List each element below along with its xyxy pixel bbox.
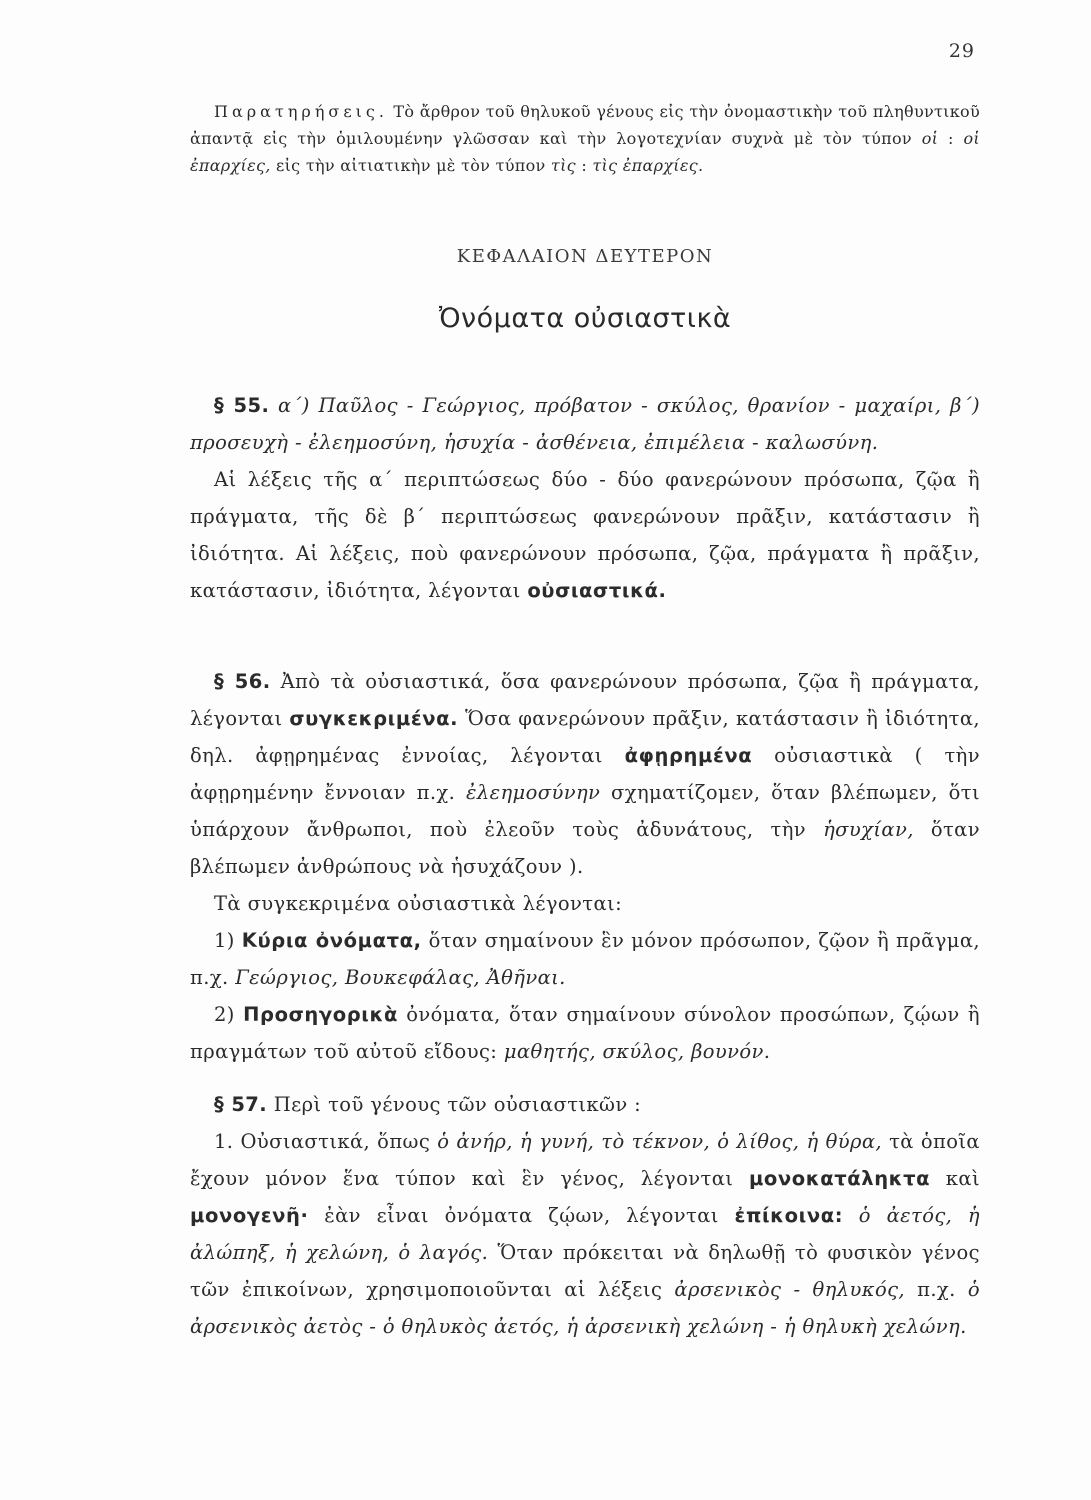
page-number: 29 [948, 40, 975, 62]
section-55-examples: α΄) Παῦλος - Γεώργιος, πρόβατον - σκύλος, θρανίον - μαχαίρι, β΄) προσευχὴ - ἐλεημοσύνη, ἡσυχία - ἀσθένεια, ἐπιμέλεια - καλωσύνη. [190, 394, 980, 454]
note-italic-2: οἱ ἐπαρχίες, [190, 129, 980, 175]
note-text-2: : [948, 129, 954, 148]
note-italic-3: τὶς [550, 156, 576, 175]
section-56-term-2: ἀφῃρημένα [624, 744, 753, 767]
section-56 [190, 663, 980, 1070]
section-56-text-2: Ὅσα φανερώνουν πρᾶξιν, κατάστασιν ἢ ἰδιότητα, δηλ. ἀφῃρημένας ἐννοίας, λέγονται [190, 707, 980, 767]
section-57-intro: Περὶ τοῦ γένους τῶν οὐσιαστικῶν : [273, 1093, 642, 1116]
note-italic-1: οἱ [921, 129, 939, 148]
item-1-term: Κύρια ὀνόματα, [241, 929, 422, 952]
section-57-term-2: μονογενῆ· [190, 1204, 309, 1227]
section-56-number: § 56. [214, 670, 271, 693]
list-item [190, 996, 980, 1070]
note-text-4: : [581, 156, 588, 175]
section-57-text-5: Ὅταν πρόκειται νὰ δηλωθῇ τὸ φυσικὸν γένος τῶν ἐπικοίνων, χρησιμοποιοῦνται αἱ λέξεις [190, 1241, 980, 1301]
observations-note [190, 98, 980, 179]
section-57-italic-4: ὁ ἀρσενικὸς ἀετὸς - ὁ θηλυκὸς ἀετός, ἡ ἀρσενικὴ χελώνη - ἡ θηλυκὴ χελώνη. [190, 1278, 980, 1338]
section-57-text-4: ἐὰν εἶναι ὀνόματα ζῴων, λέγονται [324, 1204, 719, 1227]
item-1-examples: Γεώργιος, Βουκεφάλας, Ἀθῆναι. [235, 966, 566, 989]
item-2-number: 2) [214, 1003, 235, 1026]
section-57-number: § 57. [214, 1093, 268, 1116]
chapter-heading: ΚΕΦΑΛΑΙΟΝ ΔΕΥΤΕΡΟΝ [456, 246, 714, 267]
section-57-italic-2: ὁ ἀετός, ἡ ἀλώπηξ, ἡ χελώνη, ὁ λαγός. [190, 1204, 980, 1264]
section-56-term-1: συγκεκριμένα. [289, 707, 459, 730]
section-56-text-5: ὅταν βλέπωμεν ἀνθρώπους νὰ ἡσυχάζουν ). [190, 818, 980, 878]
section-56-paragraph-2: Τὰ συγκεκριμένα οὐσιαστικὰ λέγονται: [214, 892, 623, 915]
section-55-paragraph: Αἱ λέξεις τῆς α΄ περιπτώσεως δύο - δύο φανερώνουν πρόσωπα, ζῷα ἢ πράγματα, τῆς δὲ β΄ περιπτώσεως φανερώνουν πρᾶξιν, κατάστασιν ἢ ἰδιότητα. Αἱ λέξεις, ποὺ φανερώνουν πρόσωπα, ζῷα, πράγματα ἢ πρᾶξιν, κατάστασιν, ἰδιότητα, λέγονται [190, 468, 980, 602]
item-2-term: Προσηγορικὰ [243, 1003, 398, 1026]
section-57 [190, 1086, 980, 1345]
section-57-text-1: Οὐσιαστικά, ὅπως [240, 1130, 431, 1153]
section-57-text-6: π.χ. [917, 1278, 956, 1301]
section-55-number: § 55. [214, 394, 270, 417]
chapter-title: Ὀνόματα οὐσιαστικὰ [438, 303, 732, 334]
item-2-text: ὀνόματα, ὅταν σημαίνουν σύνολον προσώπων, ζῴων ἢ πραγμάτων τοῦ αὐτοῦ εἴδους: [190, 1003, 980, 1063]
section-57-item-number: 1. [214, 1130, 234, 1153]
section-56-text-1: Ἀπὸ τὰ οὐσιαστικά, ὅσα φανερώνουν πρόσωπα, ζῷα ἢ πράγματα, λέγονται [190, 670, 980, 730]
observations-label: Παρατηρήσεις. [214, 102, 388, 121]
section-57-term-3: ἐπίκοινα: [734, 1204, 844, 1227]
section-56-italic-2: ἡσυχίαν, [823, 818, 914, 841]
note-text-1: Τὸ ἄρθρον τοῦ θηλυκοῦ γένους εἰς τὴν ὀνομαστικὴν τοῦ πληθυντικοῦ ἀπαντᾷ εἰς τὴν ὁμιλουμένην γλῶσσαν καὶ τὴν λογοτεχνίαν συχνὰ μὲ τὸν τύπον [190, 102, 980, 148]
section-55-term: οὐσιαστικά. [527, 579, 667, 602]
section-56-text-4: σχηματίζομεν, ὅταν βλέπωμεν, ὅτι ὑπάρχουν ἄνθρωποι, ποὺ ἐλεοῦν τοὺς ἀδυνάτους, τὴν [190, 781, 980, 841]
item-2-examples: μαθητής, σκύλος, βουνόν. [503, 1040, 771, 1063]
section-57-term-1: μονοκατάληκτα [748, 1167, 931, 1190]
item-1-text: ὅταν σημαίνουν ἓν μόνον πρόσωπον, ζῷον ἢ πρᾶγμα, π.χ. [190, 929, 980, 989]
section-56-text-3: οὐσιαστικὰ ( τὴν ἀφῃρημένην ἔννοιαν π.χ. [190, 744, 980, 804]
section-57-italic-3: ἀρσενικὸς - θηλυκός, [674, 1278, 906, 1301]
section-57-text-2: τὰ ὁποῖα ἔχουν μόνον ἕνα τύπον καὶ ἓν γένος, λέγονται [190, 1130, 980, 1190]
item-1-number: 1) [214, 929, 235, 952]
section-57-italic-1: ὁ ἀνήρ, ἡ γυνή, τὸ τέκνον, ὁ λίθος, ἡ θύρα, [437, 1130, 883, 1153]
section-56-italic-1: ἐλεημοσύνην [465, 781, 601, 804]
list-item [190, 922, 980, 996]
note-italic-4: τὶς ἐπαρχίες. [592, 156, 704, 175]
note-text-3: εἰς τὴν αἰτιατικὴν μὲ τὸν τύπον [276, 156, 546, 175]
section-57-text-3: καὶ [945, 1167, 980, 1190]
section-55 [190, 387, 980, 609]
